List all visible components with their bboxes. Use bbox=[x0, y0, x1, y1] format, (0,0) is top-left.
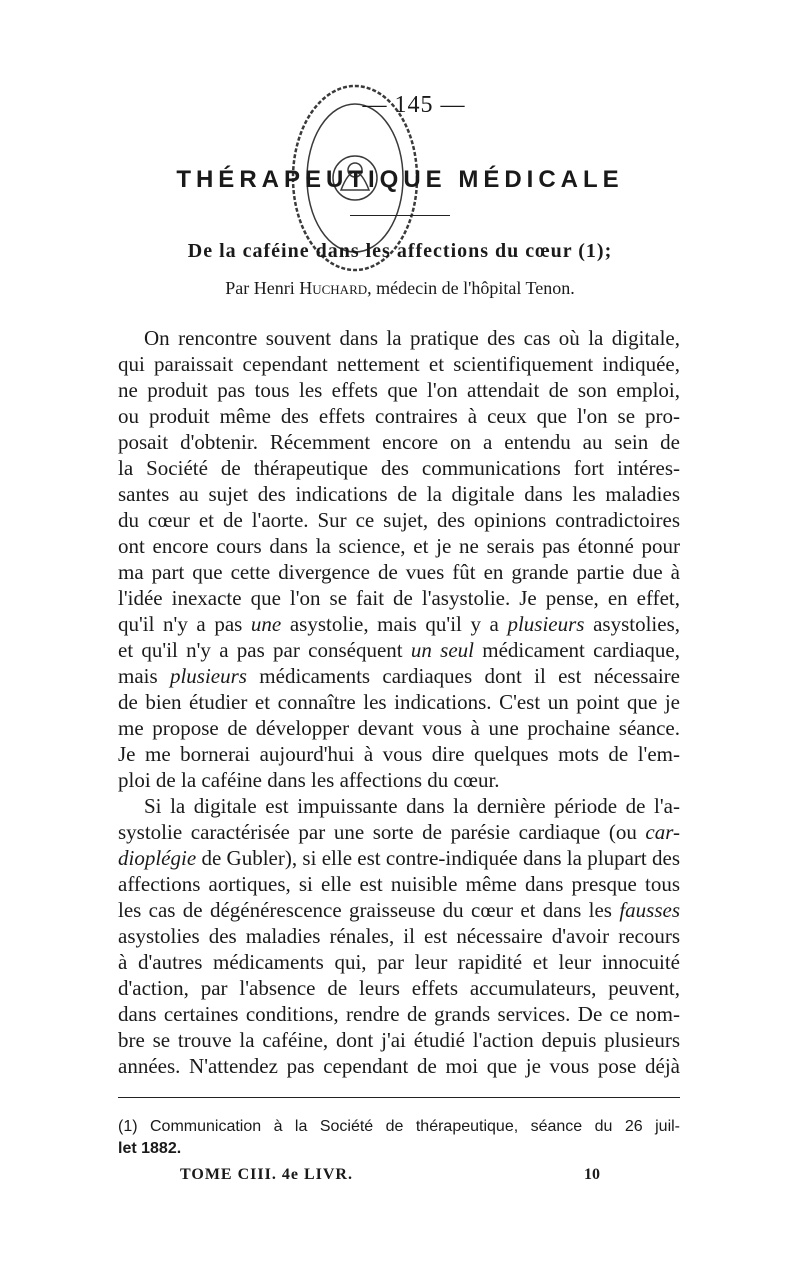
sheet-number: 10 bbox=[584, 1166, 600, 1183]
footnote-rule bbox=[118, 1097, 680, 1098]
title-rule bbox=[350, 215, 450, 216]
author-name: Huchard bbox=[299, 278, 368, 298]
paragraph-2: Si la digitale est impuissante dans la dernière période de l'a- systolie caractérisée par une sorte de parésie cardiaque (ou car- dioplégie de Gubler), si elle est contre-indiquée dans la plupart des affections aortiques, si elle est nuisible même dans presque tous les cas de dégénérescence graisseuse du cœur et dans les fausses asystolies des maladies rénales, il est nécessaire d'avoir recours à d'autres médicaments qui, par leur rapidité et leur innocuité d'action, par l'absence de leurs effets accumulateurs, peuvent, dans certaines conditions, rendre de grands services. De ce nom- bre se trouve la caféine, dont j'ai étudié l'action depuis plusieurs années. N'attendez pas cependant de moi que je vous pose déjà bbox=[118, 794, 680, 1078]
page-number: — 145 — bbox=[362, 92, 466, 118]
paragraph-1: On rencontre souvent dans la pratique des cas où la digitale, qui paraissait cependant nettement et scientifiquement indiquée, ne produit pas tous les effets que l'on attendait de son emploi, ou produit même des effets contraires à ceux que l'on se pro- posait d'obtenir. Récemment encore on a entendu au sein de la Société de thérapeutique des communications fort intéres- santes au sujet des indications de la digitale dans les maladies du cœur et de l'aorte. Sur ce sujet, des opinions contradictoires ont encore cours dans la science, et je ne serais pas étonné pour ma part que cette divergence de vues fût en grande partie due à l'idée inexacte que l'on se fait de l'asystolie. Je pense, en effet, qu'il n'y a pas une asystolie, mais qu'il y a plusieurs asystolies, et qu'il n'y a pas par conséquent un seul médicament cardiaque, mais plusieurs médicaments cardiaques dont il est nécessaire de bien étudier et connaître les indications. C'est un point que je me propose de développer devant vous à une prochaine séance. Je me bornerai aujourd'hui à vous dire quelques mots de l'em- ploi de la caféine dans les affections du cœur. bbox=[118, 326, 681, 792]
article-body bbox=[118, 325, 680, 1079]
footnote: (1) Communication à la Société de thérapeutique, séance du 26 juil- let 1882. bbox=[118, 1118, 680, 1157]
volume-mark: TOME CIII. 4e LIVR. bbox=[180, 1166, 353, 1183]
byline: Par Henri Huchard, médecin de l'hôpital Tenon. bbox=[225, 278, 575, 298]
article-title: De la caféine dans les affections du cœur (1); bbox=[187, 240, 613, 262]
section-title: THÉRAPEUTIQUE MÉDICALE bbox=[176, 166, 624, 193]
